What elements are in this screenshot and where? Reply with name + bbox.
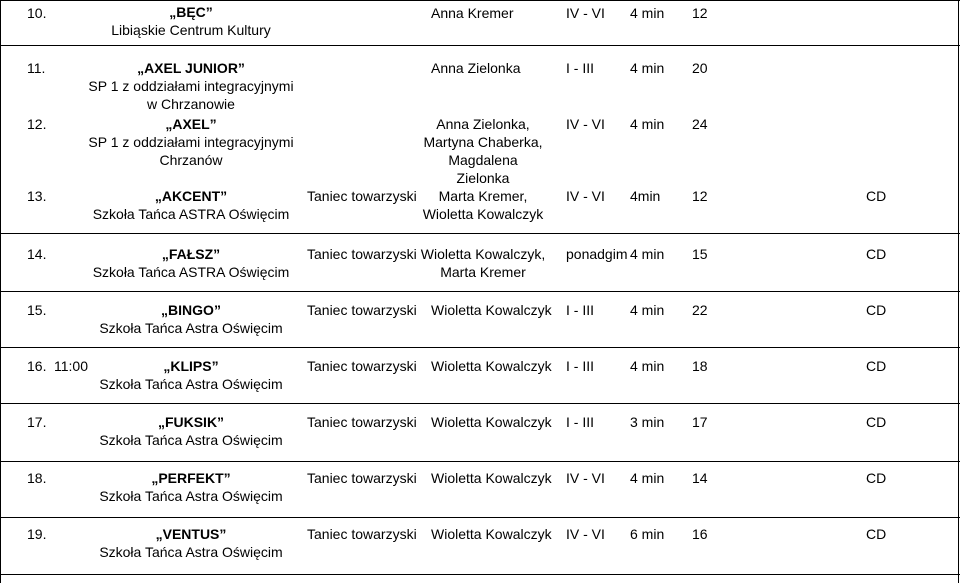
instructor: Wioletta Kowalczyk xyxy=(431,302,552,318)
instructor: Martyna Chaberka, xyxy=(423,134,543,150)
group-name: „AXEL” xyxy=(165,116,217,132)
group-organization: Chrzanów xyxy=(159,152,223,168)
group-organization: Szkoła Tańca ASTRA Oświęcim xyxy=(92,206,290,222)
instructor: Anna Zielonka, xyxy=(436,116,530,132)
row-number: 15. xyxy=(27,302,47,318)
media-type: CD xyxy=(866,470,887,486)
group-name: „PERFEKT” xyxy=(151,470,231,486)
row-divider xyxy=(0,461,960,462)
instructor: Wioletta Kowalczyk xyxy=(431,414,552,430)
group-organization: Szkoła Tańca Astra Oświęcim xyxy=(99,544,283,560)
group-organization: SP 1 z oddziałami integracyjnymi xyxy=(88,134,294,150)
group-name: „BINGO” xyxy=(161,302,221,318)
instructor: Anna Kremer xyxy=(431,5,514,21)
group-organization: Libiąskie Centrum Kultury xyxy=(111,22,271,38)
dance-style: Taniec towarzyski xyxy=(307,188,417,204)
row-number: 17. xyxy=(27,414,47,430)
group-name: „BĘC” xyxy=(169,4,213,20)
start-time: 11:00 xyxy=(54,358,88,374)
instructor: Marta Kremer xyxy=(440,264,526,280)
row-number: 14. xyxy=(27,246,47,262)
media-type: CD xyxy=(866,246,887,262)
age-group: I - III xyxy=(566,302,594,318)
age-group: IV - VI xyxy=(566,5,605,21)
row-divider xyxy=(0,517,960,518)
instructor: Magdalena xyxy=(448,152,518,168)
age-group: IV - VI xyxy=(566,116,605,132)
duration: 4min xyxy=(630,188,661,204)
group-organization: Szkoła Tańca Astra Oświęcim xyxy=(99,432,283,448)
row-divider xyxy=(0,45,960,46)
instructor: Wioletta Kowalczyk xyxy=(422,206,544,222)
media-type: CD xyxy=(866,414,887,430)
dance-style: Taniec towarzyski xyxy=(307,414,417,430)
group-name: „AXEL JUNIOR” xyxy=(137,60,245,76)
media-type: CD xyxy=(866,526,887,542)
duration: 3 min xyxy=(630,414,665,430)
participant-count: 12 xyxy=(692,188,708,204)
group-name: „KLIPS” xyxy=(163,358,219,374)
dance-style: Taniec towarzyski xyxy=(307,246,417,262)
media-type: CD xyxy=(866,358,887,374)
age-group: I - III xyxy=(566,414,594,430)
row-divider xyxy=(0,233,960,234)
participant-count: 20 xyxy=(692,60,708,76)
dance-style: Taniec towarzyski xyxy=(307,526,417,542)
age-group: IV - VI xyxy=(566,470,605,486)
dance-style: Taniec towarzyski xyxy=(307,302,417,318)
row-number: 10. xyxy=(27,5,47,21)
row-number: 13. xyxy=(27,188,47,204)
instructor: Wioletta Kowalczyk, xyxy=(420,246,546,262)
participant-count: 14 xyxy=(692,470,708,486)
group-organization: Szkoła Tańca Astra Oświęcim xyxy=(99,488,283,504)
duration: 4 min xyxy=(630,60,665,76)
media-type: CD xyxy=(866,188,887,204)
row-number: 11. xyxy=(27,60,46,76)
row-number: 12. xyxy=(27,116,47,132)
instructor: Wioletta Kowalczyk xyxy=(431,358,552,374)
instructor: Zielonka xyxy=(456,170,510,186)
group-organization: Szkoła Tańca ASTRA Oświęcim xyxy=(92,264,290,280)
group-organization: w Chrzanowie xyxy=(147,96,235,112)
row-number: 19. xyxy=(27,526,47,542)
duration: 4 min xyxy=(630,302,665,318)
group-organization: Szkoła Tańca Astra Oświęcim xyxy=(99,376,283,392)
participant-count: 18 xyxy=(692,358,708,374)
instructor: Marta Kremer, xyxy=(438,188,528,204)
duration: 4 min xyxy=(630,470,665,486)
dance-style: Taniec towarzyski xyxy=(307,470,417,486)
participant-count: 17 xyxy=(692,414,708,430)
media-type: CD xyxy=(866,302,887,318)
row-divider xyxy=(0,574,960,575)
participant-count: 12 xyxy=(692,5,708,21)
instructor: Wioletta Kowalczyk xyxy=(431,470,552,486)
group-organization: SP 1 z oddziałami integracyjnymi xyxy=(88,78,294,94)
duration: 4 min xyxy=(630,358,665,374)
duration: 4 min xyxy=(630,116,665,132)
group-name: „AKCENT” xyxy=(154,188,228,204)
age-group: IV - VI xyxy=(566,188,605,204)
row-divider xyxy=(0,291,960,292)
participant-count: 15 xyxy=(692,246,708,262)
participant-count: 22 xyxy=(692,302,708,318)
group-organization: Szkoła Tańca Astra Oświęcim xyxy=(99,320,283,336)
group-name: „FUKSIK” xyxy=(157,414,225,430)
participant-count: 16 xyxy=(692,526,708,542)
participant-count: 24 xyxy=(692,116,708,132)
age-group: IV - VI xyxy=(566,526,605,542)
age-group: ponadgim xyxy=(566,246,628,262)
group-name: „VENTUS” xyxy=(155,526,227,542)
duration: 4 min xyxy=(630,5,665,21)
age-group: I - III xyxy=(566,60,594,76)
row-divider xyxy=(0,403,960,404)
row-divider xyxy=(0,0,960,1)
group-name: „FAŁSZ” xyxy=(161,246,221,262)
row-divider xyxy=(0,347,960,348)
age-group: I - III xyxy=(566,358,594,374)
instructor: Wioletta Kowalczyk xyxy=(431,526,552,542)
row-number: 16. xyxy=(27,358,47,374)
duration: 6 min xyxy=(630,526,665,542)
row-number: 18. xyxy=(27,470,47,486)
instructor: Anna Zielonka xyxy=(431,60,521,76)
duration: 4 min xyxy=(630,246,665,262)
dance-style: Taniec towarzyski xyxy=(307,358,417,374)
